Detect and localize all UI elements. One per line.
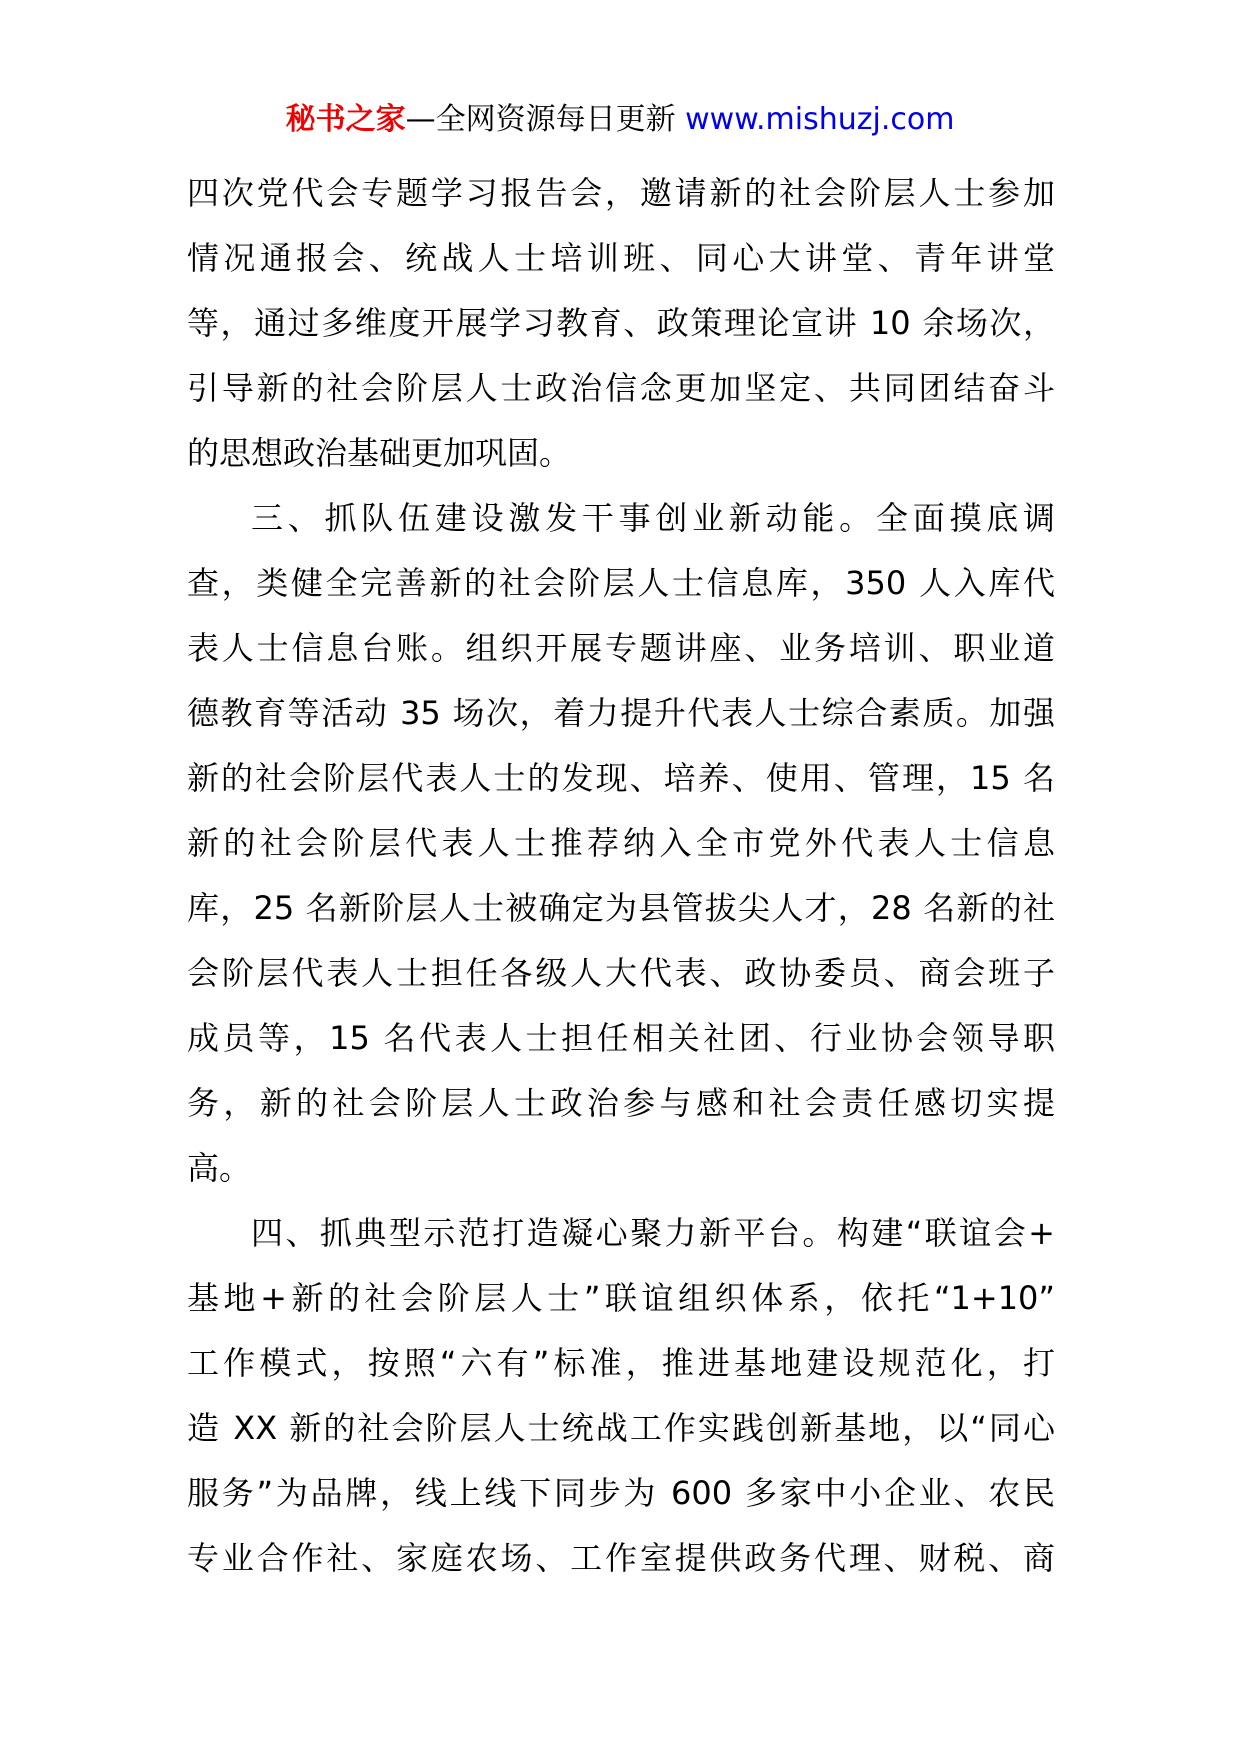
text-line: 库，25 名新阶层人士被确定为县管拔尖人才，28 名新的社 (187, 889, 1055, 927)
section-heading-line: 四、抓典型示范打造凝心聚力新平台。构建“联谊会+ (251, 1214, 1055, 1252)
text-line: 专业合作社、家庭农场、工作室提供政务代理、财税、商 (187, 1539, 1055, 1577)
site-header (0, 100, 1240, 140)
text-line: 新的社会阶层代表人士推荐纳入全市党外代表人士信息 (187, 824, 1055, 862)
text-line: 引导新的社会阶层人士政治信念更加坚定、共同团结奋斗 (187, 369, 1055, 407)
text-line: 服务”为品牌，线上线下同步为 600 多家中小企业、农民 (187, 1474, 1055, 1512)
text-line: 会阶层代表人士担任各级人大代表、政协委员、商会班子 (187, 954, 1055, 992)
text-line: 成员等，15 名代表人士担任相关社团、行业协会领导职 (187, 1019, 1055, 1057)
text-line: 表人士信息台账。组织开展专题讲座、业务培训、职业道 (187, 629, 1055, 667)
header-tagline: —全网资源每日更新 (405, 102, 686, 137)
text-line: 德教育等活动 35 场次，着力提升代表人士综合素质。加强 (187, 694, 1055, 732)
text-line: 等，通过多维度开展学习教育、政策理论宣讲 10 余场次， (187, 304, 1055, 342)
site-url-link[interactable]: www.mishuzj.com (685, 102, 955, 137)
text-line: 造 XX 新的社会阶层人士统战工作实践创新基地，以“同心 (187, 1409, 1055, 1447)
text-line: 务，新的社会阶层人士政治参与感和社会责任感切实提 (187, 1084, 1055, 1122)
text-line: 工作模式，按照“六有”标准，推进基地建设规范化，打 (187, 1344, 1055, 1382)
text-line: 的思想政治基础更加巩固。 (187, 434, 572, 472)
document-body (187, 161, 1055, 1591)
text-line: 查，类健全完善新的社会阶层人士信息库，350 人入库代 (187, 564, 1055, 602)
text-line: 基地+新的社会阶层人士”联谊组织体系，依托“1+10” (187, 1279, 1055, 1317)
text-line: 四次党代会专题学习报告会，邀请新的社会阶层人士参加 (187, 174, 1055, 212)
text-line: 高。 (187, 1149, 252, 1187)
text-line: 新的社会阶层代表人士的发现、培养、使用、管理，15 名 (187, 759, 1055, 797)
brand-name: 秘书之家 (285, 102, 406, 137)
section-heading-line: 三、抓队伍建设激发干事创业新动能。全面摸底调 (251, 499, 1055, 537)
text-line: 情况通报会、统战人士培训班、同心大讲堂、青年讲堂 (187, 239, 1055, 277)
